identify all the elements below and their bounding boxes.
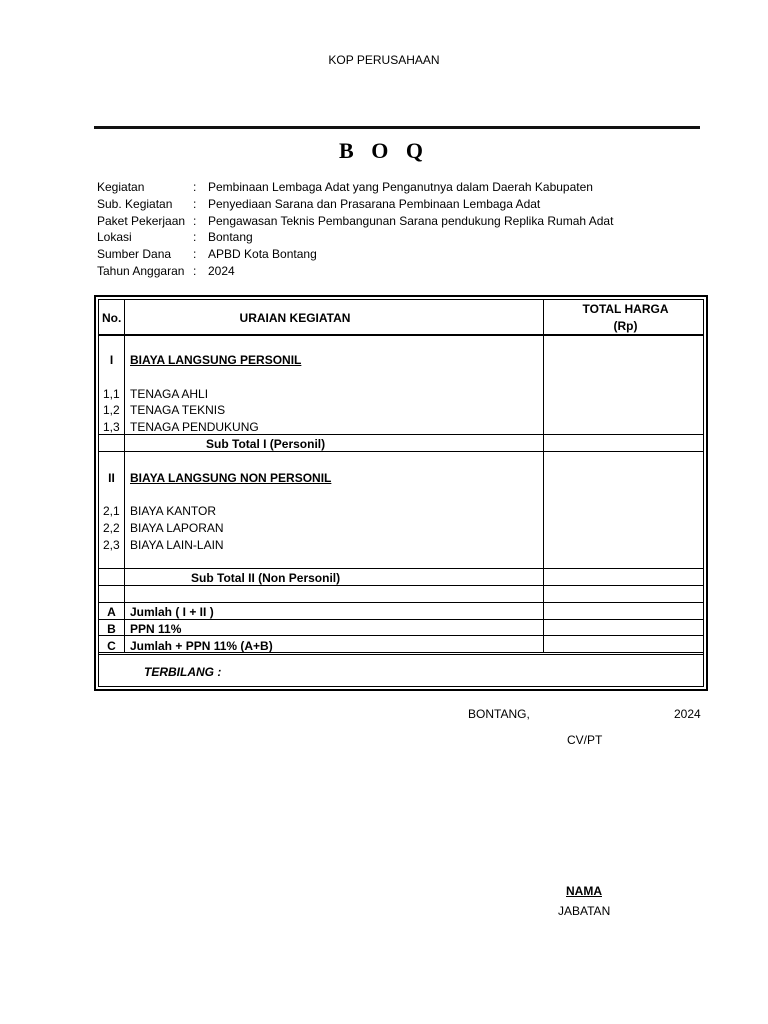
- row-divider: [99, 602, 703, 603]
- row-divider: [99, 585, 703, 586]
- header-rule: [94, 126, 700, 129]
- terbilang-divider-double: [99, 654, 703, 655]
- total-row-letter: C: [107, 639, 116, 653]
- info-label: Lokasi: [97, 230, 132, 245]
- row-divider: [99, 619, 703, 620]
- item-label: TENAGA AHLI: [130, 387, 209, 401]
- item-label: BIAYA LAIN-LAIN: [130, 538, 224, 552]
- header-total-unit: (Rp): [613, 319, 638, 333]
- column-divider-total: [543, 300, 544, 652]
- signature-company: CV/PT: [567, 733, 603, 747]
- info-colon: :: [193, 263, 197, 278]
- info-row-kegiatan: [97, 179, 613, 196]
- row-divider: [99, 635, 703, 636]
- section-number: II: [108, 471, 115, 485]
- info-colon: :: [193, 196, 197, 211]
- info-value: 2024: [208, 263, 235, 278]
- item-label: BIAYA LAPORAN: [130, 521, 224, 535]
- item-label: TENAGA PENDUKUNG: [130, 420, 259, 434]
- info-colon: :: [193, 180, 197, 194]
- item-number: 2,3: [103, 538, 120, 552]
- info-value: Penyediaan Sarana dan Prasarana Pembinaan Lembaga Adat: [208, 196, 541, 211]
- signature-position: JABATAN: [558, 904, 611, 918]
- section-title: BIAYA LANGSUNG PERSONIL: [130, 353, 302, 367]
- info-colon: :: [193, 247, 197, 262]
- info-value: Pembinaan Lembaga Adat yang Penganutnya dalam Daerah Kabupaten: [208, 180, 593, 194]
- item-label: TENAGA TEKNIS: [130, 403, 226, 417]
- total-row-label: Jumlah ( I + II ): [130, 605, 214, 619]
- info-value: Bontang: [208, 230, 253, 245]
- item-number: 1,1: [103, 387, 120, 401]
- terbilang-label: TERBILANG :: [144, 665, 222, 679]
- info-label: Sumber Dana: [97, 247, 172, 262]
- info-row-lokasi: [97, 229, 613, 246]
- info-label: Paket Pekerjaan: [97, 213, 186, 228]
- item-number: 2,1: [103, 504, 120, 518]
- header-uraian: URAIAN KEGIATAN: [239, 311, 351, 325]
- boq-table-inner: [98, 299, 704, 687]
- item-number: 1,2: [103, 403, 120, 417]
- item-number: 2,2: [103, 521, 120, 535]
- info-label: Sub. Kegiatan: [97, 196, 173, 211]
- row-divider: [99, 434, 703, 435]
- row-divider: [99, 568, 703, 569]
- item-number: 1,3: [103, 420, 120, 434]
- project-info: [97, 179, 613, 280]
- info-row-sub-kegiatan: [97, 196, 613, 213]
- signature-year: 2024: [674, 707, 701, 721]
- boq-table: [94, 295, 708, 691]
- info-row-paket-pekerjaan: [97, 213, 613, 230]
- info-value: Pengawasan Teknis Pembangunan Sarana pendukung Replika Rumah Adat: [208, 213, 614, 228]
- subtotal-label: Sub Total I (Personil): [206, 437, 326, 451]
- total-row-label: Jumlah + PPN 11% (A+B): [130, 639, 273, 653]
- row-divider: [99, 451, 703, 452]
- letterhead-placeholder: KOP PERUSAHAAN: [328, 53, 440, 67]
- total-row-letter: A: [107, 605, 116, 619]
- signature-city: BONTANG,: [468, 707, 530, 721]
- item-label: BIAYA KANTOR: [130, 504, 217, 518]
- column-divider-no: [124, 300, 125, 652]
- header-total-harga: TOTAL HARGA: [582, 302, 669, 316]
- total-row-label: PPN 11%: [130, 622, 182, 636]
- section-number: I: [109, 353, 114, 367]
- info-colon: :: [193, 230, 197, 245]
- subtotal-label: Sub Total II (Non Personil): [191, 571, 341, 585]
- section-title: BIAYA LANGSUNG NON PERSONIL: [130, 471, 332, 485]
- header-divider-double: [99, 335, 703, 336]
- info-value: APBD Kota Bontang: [208, 247, 317, 262]
- info-label: Tahun Anggaran: [97, 263, 185, 278]
- info-row-tahun-anggaran: [97, 263, 613, 280]
- total-row-letter: B: [107, 622, 116, 636]
- header-no: No.: [102, 311, 122, 325]
- info-row-sumber-dana: [97, 246, 613, 263]
- info-label: Kegiatan: [97, 180, 145, 194]
- document-title: B O Q: [339, 138, 429, 163]
- signature-name: NAMA: [566, 884, 602, 898]
- info-colon: :: [193, 213, 197, 228]
